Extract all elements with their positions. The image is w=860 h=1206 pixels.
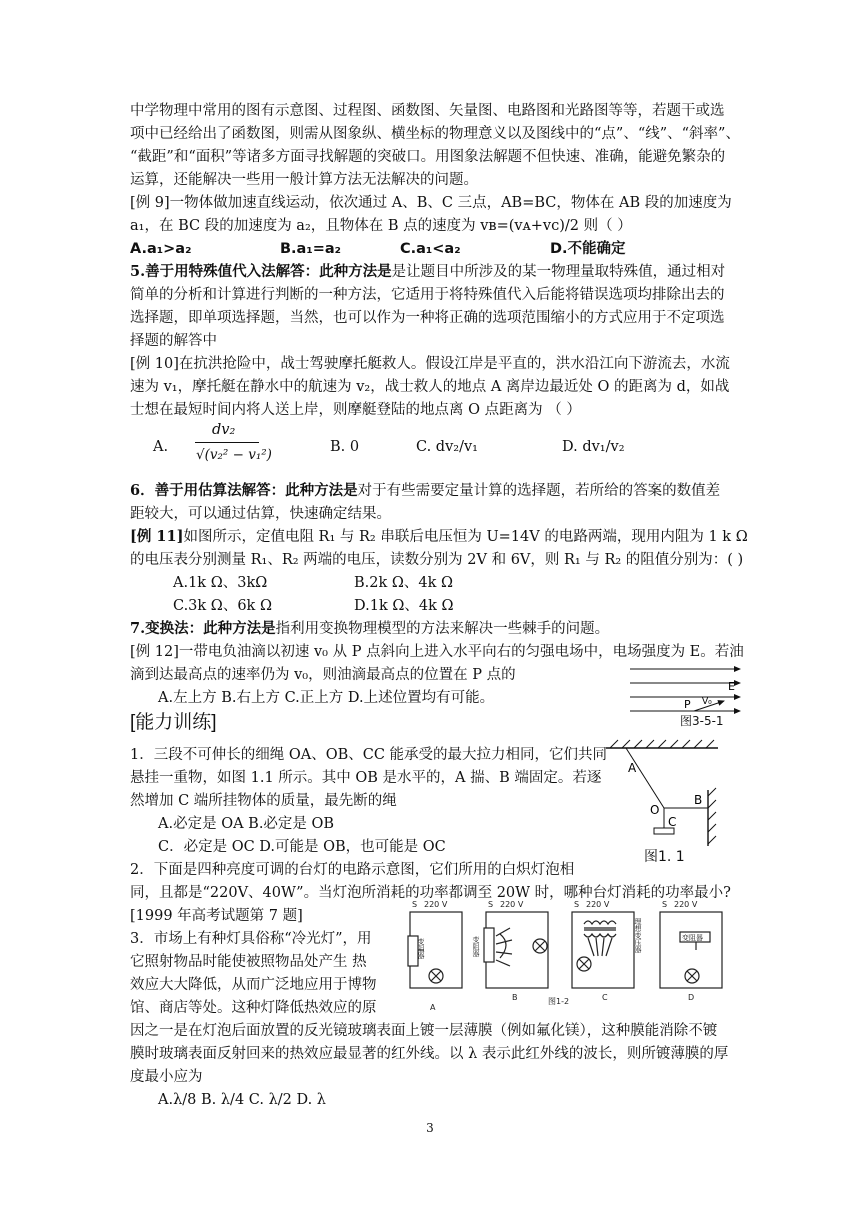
q2-line: 2．下面是四种亮度可调的台灯的电路示意图，它们所用的白炽灯泡相 <box>130 862 575 878</box>
ex11-option-b: B.2k Ω、4k Ω <box>354 575 454 591</box>
ex10-fraction-denominator: √(v₂² − v₁²) <box>196 447 272 463</box>
q2-line: 同，且都是“220V、40W”。当灯泡所消耗的功率都调至 20W 时，哪种台灯消耗的功率最小? <box>130 885 731 901</box>
q1-line: 1．三段不可伸长的细绳 OA、OB、CC 能承受的最大拉力相同，它们共同 <box>130 747 608 763</box>
voltage-label: 220 V <box>500 900 524 909</box>
q3-line: 3．市场上有种灯具俗称“冷光灯”，用 <box>130 931 372 947</box>
circuit-d <box>660 912 722 988</box>
sec5-line <box>130 262 725 282</box>
sec6-line: 距较大，可以通过估算，快速确定结果。 <box>130 506 391 522</box>
sec6-title: 6．善于用估算法解答：此种方法是 <box>130 482 358 499</box>
ex9-line: a₁，在 BC 段的加速度为 a₂，且物体在 B 点的速度为 vʙ=(vᴀ+vᴄ)/2 则（ ） <box>130 218 632 234</box>
circuit-c <box>572 912 634 988</box>
ex12-line: [例 12]一带电负油滴以初速 v₀ 从 P 点斜向上进入水平向右的匀强电场中，电场强度为 E。若油 <box>130 644 744 660</box>
ex9-line: [例 9]一物体做加速直线运动，依次通过 A、B、C 三点，AB=BC，物体在 AB 段的加速度为 <box>130 195 732 211</box>
switch-label: S <box>662 900 668 909</box>
q1-line: 然增加 C 端所挂物体的质量，最先断的绳 <box>130 793 397 809</box>
ceiling-hatch <box>610 740 714 748</box>
q3-line: 因之一是在灯泡后面放置的反光镜玻璃表面上镀一层薄膜（例如氟化镁），这种膜能消除不镀 <box>130 1023 718 1039</box>
circuit-label-b: B <box>512 993 518 1002</box>
sec7-line <box>130 619 609 639</box>
rheostat-label: 变阻器 <box>472 936 480 957</box>
sec6-line <box>130 481 720 501</box>
circuit-label-a: A <box>430 1003 436 1012</box>
ex11-option-c: C.3k Ω、6k Ω <box>173 598 272 614</box>
ex10-option-a: A. <box>153 439 169 455</box>
ex10-option-d: D. dv₁/v₂ <box>562 439 625 455</box>
sec7-body: 指利用变换物理模型的方法来解决一些棘手的问题。 <box>275 621 610 637</box>
ex10-option-b: B. 0 <box>330 439 360 455</box>
rheostat-label: 变阻器 <box>417 938 425 959</box>
intro-line: “截距”和“面积”等诸多方面寻找解题的突破口。用图象法解题不但快速、准确，能避免繁杂的 <box>130 149 726 165</box>
ex9-option-a: A.a₁>a₂ <box>130 241 192 257</box>
q3-options: A.λ/8 B. λ/4 C. λ/2 D. λ <box>158 1092 326 1108</box>
ex10-fraction-numerator: dv₂ <box>212 422 236 438</box>
figure-3-5-1-caption: 图3-5-1 <box>680 714 724 728</box>
rheostat-label: 变阻器 <box>682 934 703 942</box>
q2-line: [1999 年高考试题第 7 题] <box>130 908 303 924</box>
circuit-label-c: C <box>602 993 608 1002</box>
page-number: 3 <box>426 1121 434 1135</box>
label-a: A <box>628 761 637 775</box>
voltage-label: 220 V <box>424 900 448 909</box>
figure-1-1-caption: 图1. 1 <box>644 849 685 865</box>
figure-1-2 <box>400 898 730 1020</box>
voltage-label: 220 V <box>674 900 698 909</box>
ex9-option-c: C.a₁<a₂ <box>400 241 461 257</box>
sec5-line: 简单的分析和计算进行判断的一种方法，它适用于将特殊值代入后能将错误选项均排除出去的 <box>130 287 725 303</box>
ex10-line: 士想在最短时间内将人送上岸，则摩艇登陆的地点离 O 点距离为 （ ） <box>130 402 581 418</box>
intro-line: 运算，还能解决一些用一般计算方法无法解决的问题。 <box>130 172 478 188</box>
q1-options-row: A.必定是 OA B.必定是 OB <box>158 816 335 832</box>
ex12-options: A.左上方 B.右上方 C.正上方 D.上述位置均有可能。 <box>158 690 495 706</box>
ex11-option-d: D.1k Ω、4k Ω <box>354 598 454 614</box>
q3-line: 膜时玻璃表面反射回来的热效应最显著的红外线。以 λ 表示此红外线的波长，则所镀薄膜的厚 <box>130 1046 729 1062</box>
q3-line: 度最小应为 <box>130 1069 203 1085</box>
switch-label: S <box>574 900 580 909</box>
figure-1-2-caption: 图1-2 <box>548 997 570 1006</box>
sec5-body: 是让题目中所涉及的某一物理量取特殊值，通过相对 <box>391 264 726 280</box>
circuit-label-d: D <box>688 993 695 1002</box>
rope-oa <box>626 748 664 808</box>
wall-hatch <box>708 788 716 844</box>
transformer-label: 理想变压器 <box>634 918 642 953</box>
sec5-title: 5.善于用特殊值代入法解答：此种方法是 <box>130 263 392 280</box>
voltage-label: 220 V <box>586 900 610 909</box>
intro-line: 项中已经给出了函数图，则需从图象纵、横坐标的物理意义以及图线中的“点”、“线”、“斜率”、 <box>130 126 740 142</box>
point-label-p: P <box>684 698 691 711</box>
sec5-line: 选择题，即单项选择题，当然，也可以作为一种将正确的选项范围缩小的方式应用于不定项选 <box>130 310 725 326</box>
ex11-option-a: A.1k Ω、3kΩ <box>173 575 268 591</box>
ex9-option-d: D.不能确定 <box>550 241 626 257</box>
q1-options-row: C．必定是 OC D.可能是 OB，也可能是 OC <box>158 839 446 855</box>
label-b: B <box>694 793 703 807</box>
q1-line: 悬挂一重物，如图 1.1 所示。其中 OB 是水平的，A 揣、B 端固定。若逐 <box>130 770 602 786</box>
ex12-line: 滴到达最高点的速率仍为 v₀，则油滴最高点的位置在 P 点的 <box>130 667 516 683</box>
figure-1-1 <box>600 738 730 848</box>
intro-line: 中学物理中常用的图有示意图、过程图、函数图、矢量图、电路图和光路图等等，若题干或选 <box>130 103 725 119</box>
fraction-bar <box>195 442 259 443</box>
q3-line: 馆、商店等处。这种灯降低热效应的原 <box>130 1000 377 1016</box>
ex10-option-c: C. dv₂/v₁ <box>416 439 478 455</box>
label-o: O <box>650 803 660 817</box>
ex11-text: 如图所示，定值电阻 R₁ 与 R₂ 串联后电压恒为 U=14V 的电路两端，现用内阻为 1 k Ω <box>183 529 748 545</box>
q3-line: 它照射物品时能使被照物品处产生 热 <box>130 954 367 970</box>
ex11-tag: [例 11] <box>130 528 184 545</box>
sec5-line: 择题的解答中 <box>130 333 217 349</box>
circuit-b <box>484 912 548 988</box>
ex9-option-b: B.a₁=a₂ <box>280 241 341 257</box>
ex10-line: [例 10]在抗洪抢险中，战士驾驶摩托艇救人。假设江岸是平直的，洪水沿江向下游流去，水流 <box>130 356 730 372</box>
sec7-title: 7.变换法：此种方法是 <box>130 620 276 637</box>
ex11-line <box>130 527 748 547</box>
switch-label: S <box>412 900 418 909</box>
ex11-line: 的电压表分别测量 R₁、R₂ 两端的电压，读数分别为 2V 和 6V，则 R₁ 与 R₂ 的阻值分别为：( ) <box>130 552 744 568</box>
q3-line: 效应大大降低，从而广泛地应用于博物 <box>130 977 377 993</box>
sec6-body: 对于有些需要定量计算的选择题，若所给的答案的数值差 <box>357 483 721 499</box>
field-label-e: E <box>728 680 735 693</box>
velocity-label: V₀ <box>702 697 712 707</box>
training-heading: [能力训练] <box>130 712 217 733</box>
switch-label: S <box>488 900 494 909</box>
ex10-line: 速为 v₁，摩托艇在静水中的航速为 v₂，战士救人的地点 A 离岸边最近处 O 的距离为 d，如战 <box>130 379 730 395</box>
label-c: C <box>668 815 677 829</box>
